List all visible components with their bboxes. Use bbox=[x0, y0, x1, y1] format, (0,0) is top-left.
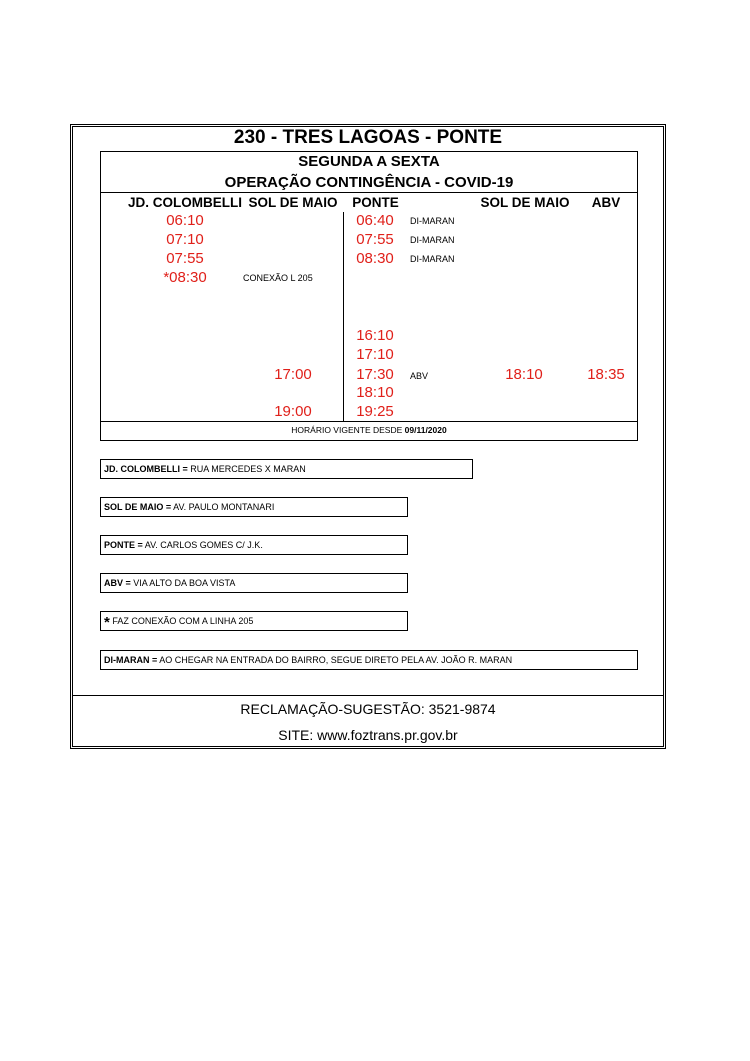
legend-key: * bbox=[104, 614, 110, 631]
legend-key: SOL DE MAIO = bbox=[104, 502, 172, 512]
operation-label: OPERAÇÃO CONTINGÊNCIA - COVID-19 bbox=[224, 174, 514, 191]
legend-key: ABV = bbox=[104, 578, 131, 588]
site-line[interactable]: SITE: www.foztrans.pr.gov.br bbox=[278, 727, 458, 743]
colombelli-time: 07:10 bbox=[166, 231, 204, 248]
legend-text: VIA ALTO DA BOA VISTA bbox=[133, 578, 236, 588]
sol-de-maio-time: 19:00 bbox=[274, 403, 312, 420]
ponte-time: 17:10 bbox=[356, 346, 394, 363]
abv-time: 18:35 bbox=[587, 366, 625, 383]
header-abv: ABV bbox=[591, 195, 621, 210]
abv-note: ABV bbox=[410, 371, 429, 381]
ponte-time: 08:30 bbox=[356, 250, 394, 267]
validity-label: HORÁRIO VIGENTE DESDE bbox=[291, 425, 403, 435]
sol-de-maio-time: 17:00 bbox=[274, 366, 312, 383]
legend-text: AV. CARLOS GOMES C/ J.K. bbox=[144, 540, 263, 550]
legend-item bbox=[100, 650, 638, 670]
legend-item bbox=[100, 611, 408, 631]
header-sol-de-maio-return: SOL DE MAIO bbox=[480, 195, 570, 210]
validity-line bbox=[100, 425, 638, 435]
footer-divider bbox=[100, 421, 638, 422]
di-maran-note: DI-MARAN bbox=[410, 254, 455, 264]
legend-item bbox=[100, 497, 408, 517]
ponte-time: 19:25 bbox=[356, 403, 394, 420]
sol-de-maio-return-time: 18:10 bbox=[505, 366, 543, 383]
legend-item bbox=[100, 573, 408, 593]
header-ponte: PONTE bbox=[352, 195, 399, 210]
colombelli-time: 07:55 bbox=[166, 250, 204, 267]
header-jd-colombelli: JD. COLOMBELLI bbox=[128, 195, 242, 210]
ponte-time: 06:40 bbox=[356, 212, 394, 229]
legend-text: AO CHEGAR NA ENTRADA DO BAIRRO, SEGUE DIRETO PELA AV. JOÃO R. MARAN bbox=[159, 655, 513, 665]
ponte-time: 17:30 bbox=[356, 366, 394, 383]
legend-key: DI-MARAN = bbox=[104, 655, 158, 665]
column-divider bbox=[343, 212, 344, 421]
colombelli-time: 06:10 bbox=[166, 212, 204, 229]
complaints-line: RECLAMAÇÃO-SUGESTÃO: 3521-9874 bbox=[240, 701, 496, 717]
header-sol-de-maio: SOL DE MAIO bbox=[248, 195, 338, 210]
legend-item bbox=[100, 535, 408, 555]
validity-date: 09/11/2020 bbox=[404, 425, 447, 435]
header-divider bbox=[100, 192, 638, 193]
di-maran-note: DI-MARAN bbox=[410, 235, 455, 245]
legend-item bbox=[100, 459, 473, 479]
ponte-time: 16:10 bbox=[356, 327, 394, 344]
colombelli-time: *08:30 bbox=[163, 269, 207, 286]
footer-separator bbox=[72, 695, 664, 696]
legend-text: RUA MERCEDES X MARAN bbox=[190, 464, 306, 474]
di-maran-note: DI-MARAN bbox=[410, 216, 455, 226]
line-title: 230 - TRES LAGOAS - PONTE bbox=[233, 127, 503, 148]
legend-key: JD. COLOMBELLI = bbox=[104, 464, 188, 474]
ponte-time: 18:10 bbox=[356, 384, 394, 401]
ponte-time: 07:55 bbox=[356, 231, 394, 248]
connection-note: CONEXÃO L 205 bbox=[243, 273, 313, 283]
legend-key: PONTE = bbox=[104, 540, 143, 550]
day-label: SEGUNDA A SEXTA bbox=[298, 153, 440, 170]
legend-text: FAZ CONEXÃO COM A LINHA 205 bbox=[112, 616, 254, 626]
legend-text: AV. PAULO MONTANARI bbox=[173, 502, 275, 512]
